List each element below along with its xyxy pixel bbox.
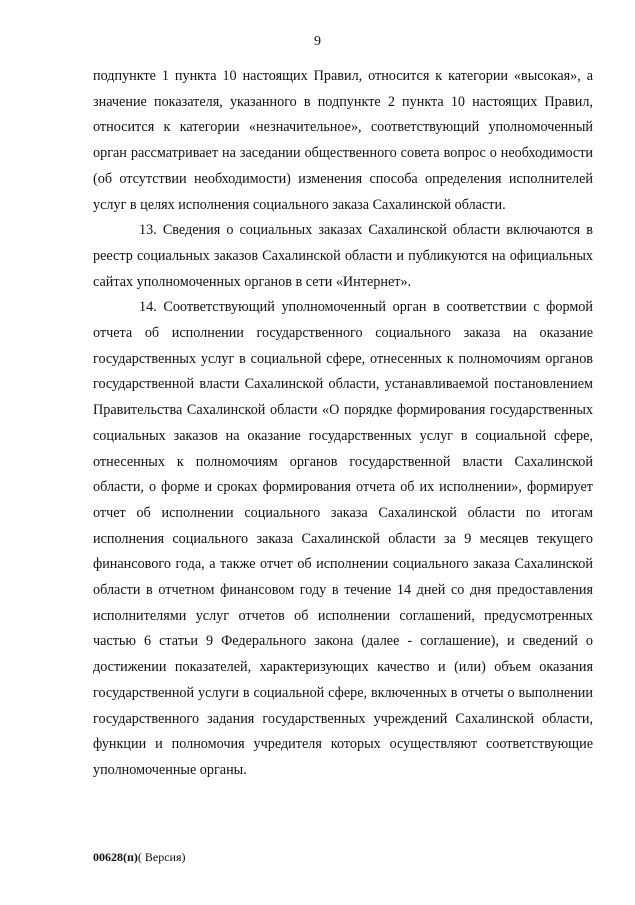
document-body [93,64,593,784]
page-number: 9 [314,34,321,49]
document-version: ( Версия) [137,850,186,864]
footer [93,850,186,864]
paragraph-13: 13. Сведения о социальных заказах Сахалинской области включаются в реестр социальных заказов Сахалинской области и публикуются на официальных сайтах уполномоченных органов в сети «Интернет». [93,222,593,290]
document-code: 00628(п) [93,850,138,864]
paragraph-14: 14. Соответствующий уполномоченный орган в соответствии с формой отчета об исполнении государственного социального заказа на оказание государственных услуг в социальной сфере, отнесенных к полномочиям органов государственной власти Сахалинской области, устанавливаемой постановлением Правительства Сахалинской области «О порядке формирования государственных социальных заказов на оказание государственных услуг в социальной сфере, отнесенных к полномочиям органов государственной власти Сахалинской области, о форме и сроках формирования отчета об их исполнении», формирует отчет об исполнении социального заказа Сахалинской области по итогам исполнения социального заказа Сахалинской области за 9 месяцев текущего финансового года, а также отчет об исполнении социального заказа Сахалинской области в отчетном финансовом году в течение 14 дней со дня предоставления исполнителями услуг отчетов об исполнении соглашений, предусмотренных частью 6 статьи 9 Федерального закона (далее - соглашение), и сведений о достижении показателей, характеризующих качество и (или) объем оказания государственной услуги в социальной сфере, включенных в отчеты о выполнении государственного задания государственных учреждений Сахалинской области, функции и полномочия учредителя которых осуществляют соответствующие уполномоченные органы. [93,299,593,778]
paragraph-continuation: подпункте 1 пункта 10 настоящих Правил, относится к категории «высокая», а значение показателя, указанного в подпункте 2 пункта 10 настоящих Правил, относится к категории «незначительное», соответствующий уполномоченный орган рассматривает на заседании общественного совета вопрос о необходимости (об отсутствии необходимости) изменения способа определения исполнителей услуг в целях исполнения социального заказа Сахалинской области. [93,68,593,213]
